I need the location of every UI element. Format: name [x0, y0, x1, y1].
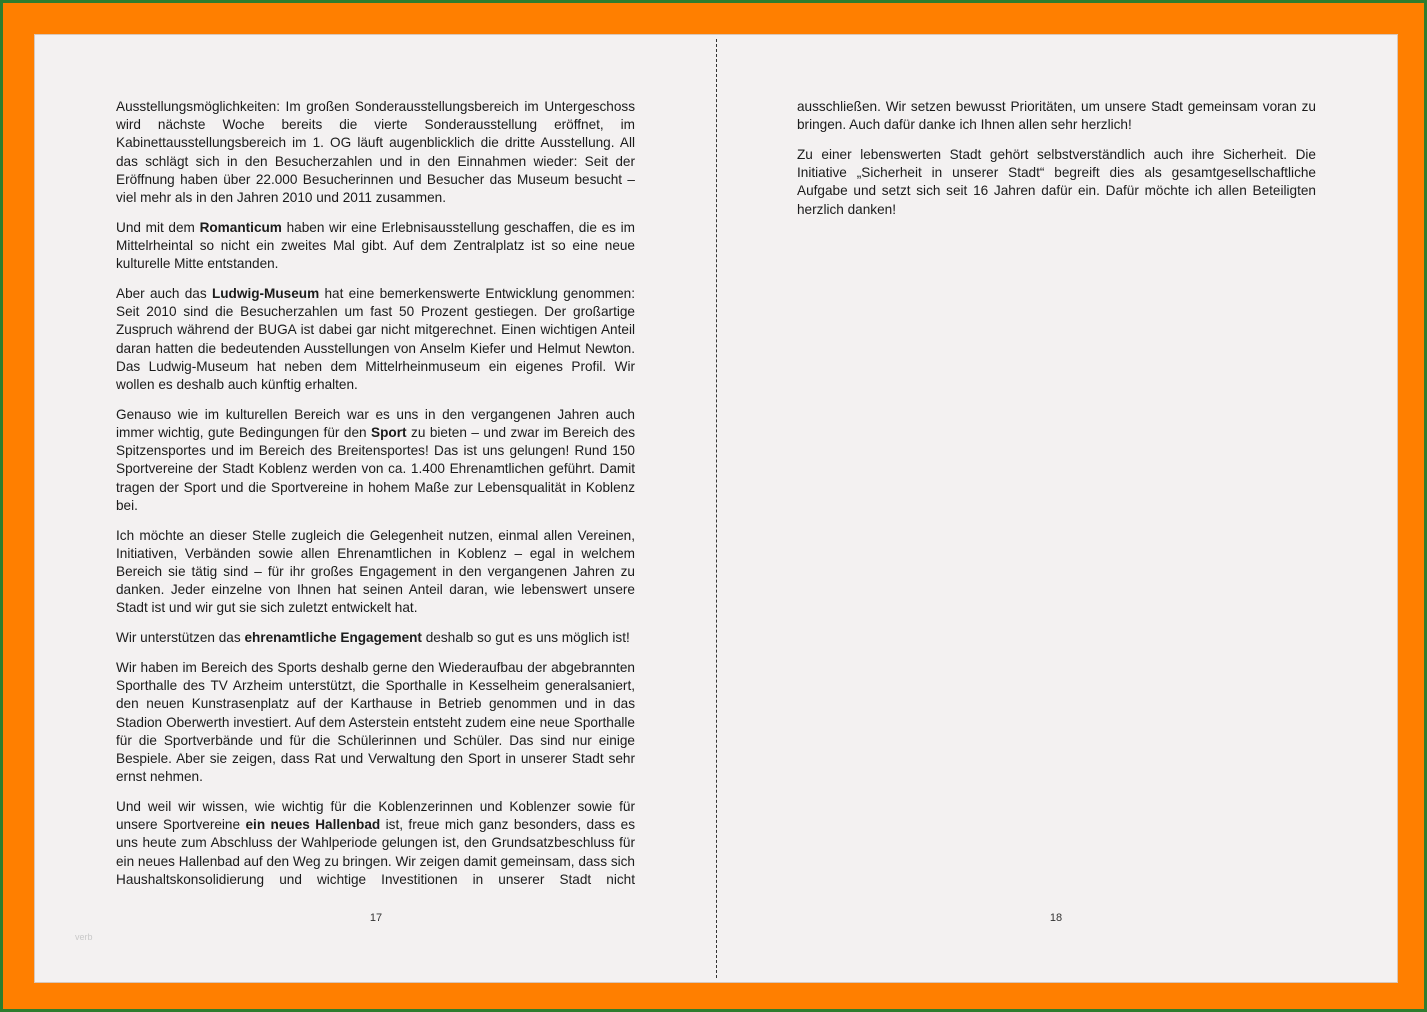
page-number: 17: [369, 912, 383, 924]
text-run: Ich möchte an dieser Stelle zugleich die Gelegenheit nutzen, einmal allen Vereinen, Initiativen, Verbänden sowie allen Ehrenamtlichen in Koblenz – egal in welchem Bereich sie tätig sind – für ihr großes Engagement in den vergangenen Jahren zu danken. Jeder einzelne von Ihnen hat seinen Anteil daran, wie lebenswert unsere Stadt ist und wir gut sie sich zuletzt entwickelt hat.: [116, 527, 635, 616]
text-run: Wir haben im Bereich des Sports deshalb gerne den Wiederaufbau der abgebrannten Sporthalle des TV Arzheim unterstützt, die Sporthalle in Kesselheim generalsaniert, den neuen Kunstrasenplatz auf der Karthause in Betrieb genommen und in das Stadion Oberwerth investiert. Auf dem Asterstein entsteht zudem eine neue Sporthalle für die Sportverbände und für die Schülerinnen und Schüler. Das sind nur einige Bespiele. Aber sie zeigen, dass Rat und Verwaltung den Sport in unserer Stadt sehr ernst nehmen.: [116, 660, 635, 785]
text-run: Genauso wie im kulturellen Bereich war es uns in den vergangenen Jahren auch immer wichtig, gute Bedingungen für den: [116, 406, 635, 441]
page-18-body: [797, 98, 1316, 230]
bold-text: Sport: [371, 425, 407, 441]
page-17: [35, 35, 716, 982]
text-run: ausschließen. Wir setzen bewusst Prioritäten, um unsere Stadt gemeinsam voran zu bringen. Auch dafür danke ich Ihnen allen sehr herzlich!: [797, 99, 1316, 133]
paragraph: [116, 659, 635, 786]
paragraph: [116, 98, 635, 207]
paragraph: [116, 406, 635, 515]
paragraph: [116, 798, 635, 889]
text-run: haben wir eine Erlebnisausstellung geschaffen, die es im Mittelrheintal so nicht ein zweites Mal gibt. Auf dem Zentralplatz ist so eine neue kulturelle Mitte entstanden.: [116, 219, 635, 272]
bold-text: ehrenamtliche Engagement: [244, 630, 422, 646]
text-run: deshalb so gut es uns möglich ist!: [421, 630, 630, 646]
page-17-body: [116, 98, 635, 901]
paragraph: [797, 146, 1316, 219]
text-run: ist, freue mich ganz besonders, dass es uns heute zum Abschluss der Wahlperiode gelungen ist, den Grundsatzbeschluss für ein neues Hallenbad auf den Weg zu bringen. Wir zeigen damit gemeinsam, dass sich Haushaltskonsolidierung und wichtige Investitionen in unserer Stadt nicht: [116, 817, 635, 887]
bold-text: ein neues Hallenbad: [245, 817, 381, 833]
text-run: Zu einer lebenswerten Stadt gehört selbstverständlich auch ihre Sicherheit. Die Initiative „Sicherheit in unserer Stadt“ begreift dies als gesamtgesellschaftliche Aufgabe und setzt sich seit 16 Jahren dafür ein. Dafür möchte ich allen Beteiligten herzlich danken!: [797, 147, 1316, 217]
text-run: Ausstellungsmöglichkeiten: Im großen Sonderausstellungsbereich im Untergeschoss wird nächste Woche bereits die vierte Sonderausstellung eröffnet, im Kabinettausstellungsbereich im 1. OG läuft augenblicklich die dritte Ausstellung. All das schlägt sich in den Besucherzahlen und in den Einnahmen wieder: Seit der Eröffnung haben über 22.000 Besucherinnen und Besucher das Museum besucht – viel mehr als in den Jahren 2010 und 2011 zusammen.: [116, 99, 635, 206]
document-spread: [35, 35, 1397, 982]
watermark: verb: [75, 932, 93, 942]
paragraph: [797, 98, 1316, 134]
paragraph: [116, 285, 635, 394]
paragraph: [116, 527, 635, 618]
text-run: Und mit dem: [116, 219, 200, 235]
text-run: Aber auch das: [116, 286, 212, 302]
bold-text: Romanticum: [199, 219, 282, 235]
orange-frame: [3, 3, 1424, 1009]
text-run: hat eine bemerkenswerte Entwicklung genommen: Seit 2010 sind die Besucherzahlen um fast 50 Prozent gestiegen. Der großartige Zuspruch während der BUGA ist dabei gar nicht mitgerechnet. Einen wichtigen Anteil daran hatten die bedeutenden Ausstellungen von Anselm Kiefer und Helmut Newton. Das Ludwig-Museum hat neben dem Mittelrheinmuseum ein eigenes Profil. Wir wollen es deshalb auch künftig erhalten.: [116, 286, 635, 393]
text-run: Wir unterstützen das: [116, 630, 245, 646]
bold-text: Ludwig-Museum: [211, 286, 320, 302]
paragraph: [116, 629, 635, 647]
paragraph: [116, 219, 635, 274]
text-run: Und weil wir wissen, wie wichtig für die Koblenzerinnen und Koblenzer sowie für unsere Sportvereine: [116, 799, 635, 833]
text-run: zu bieten – und zwar im Bereich des Spitzensportes und im Bereich des Breitensportes! Das ist uns gelungen! Rund 150 Sportvereine der Stadt Koblenz werden von ca. 1.400 Ehrenamtlichen geführt. Damit tragen der Sport und die Sportvereine in hohem Maße zur Lebensqualität in Koblenz bei.: [116, 425, 636, 513]
page-number: 18: [1049, 912, 1063, 924]
page-18: [717, 35, 1397, 982]
